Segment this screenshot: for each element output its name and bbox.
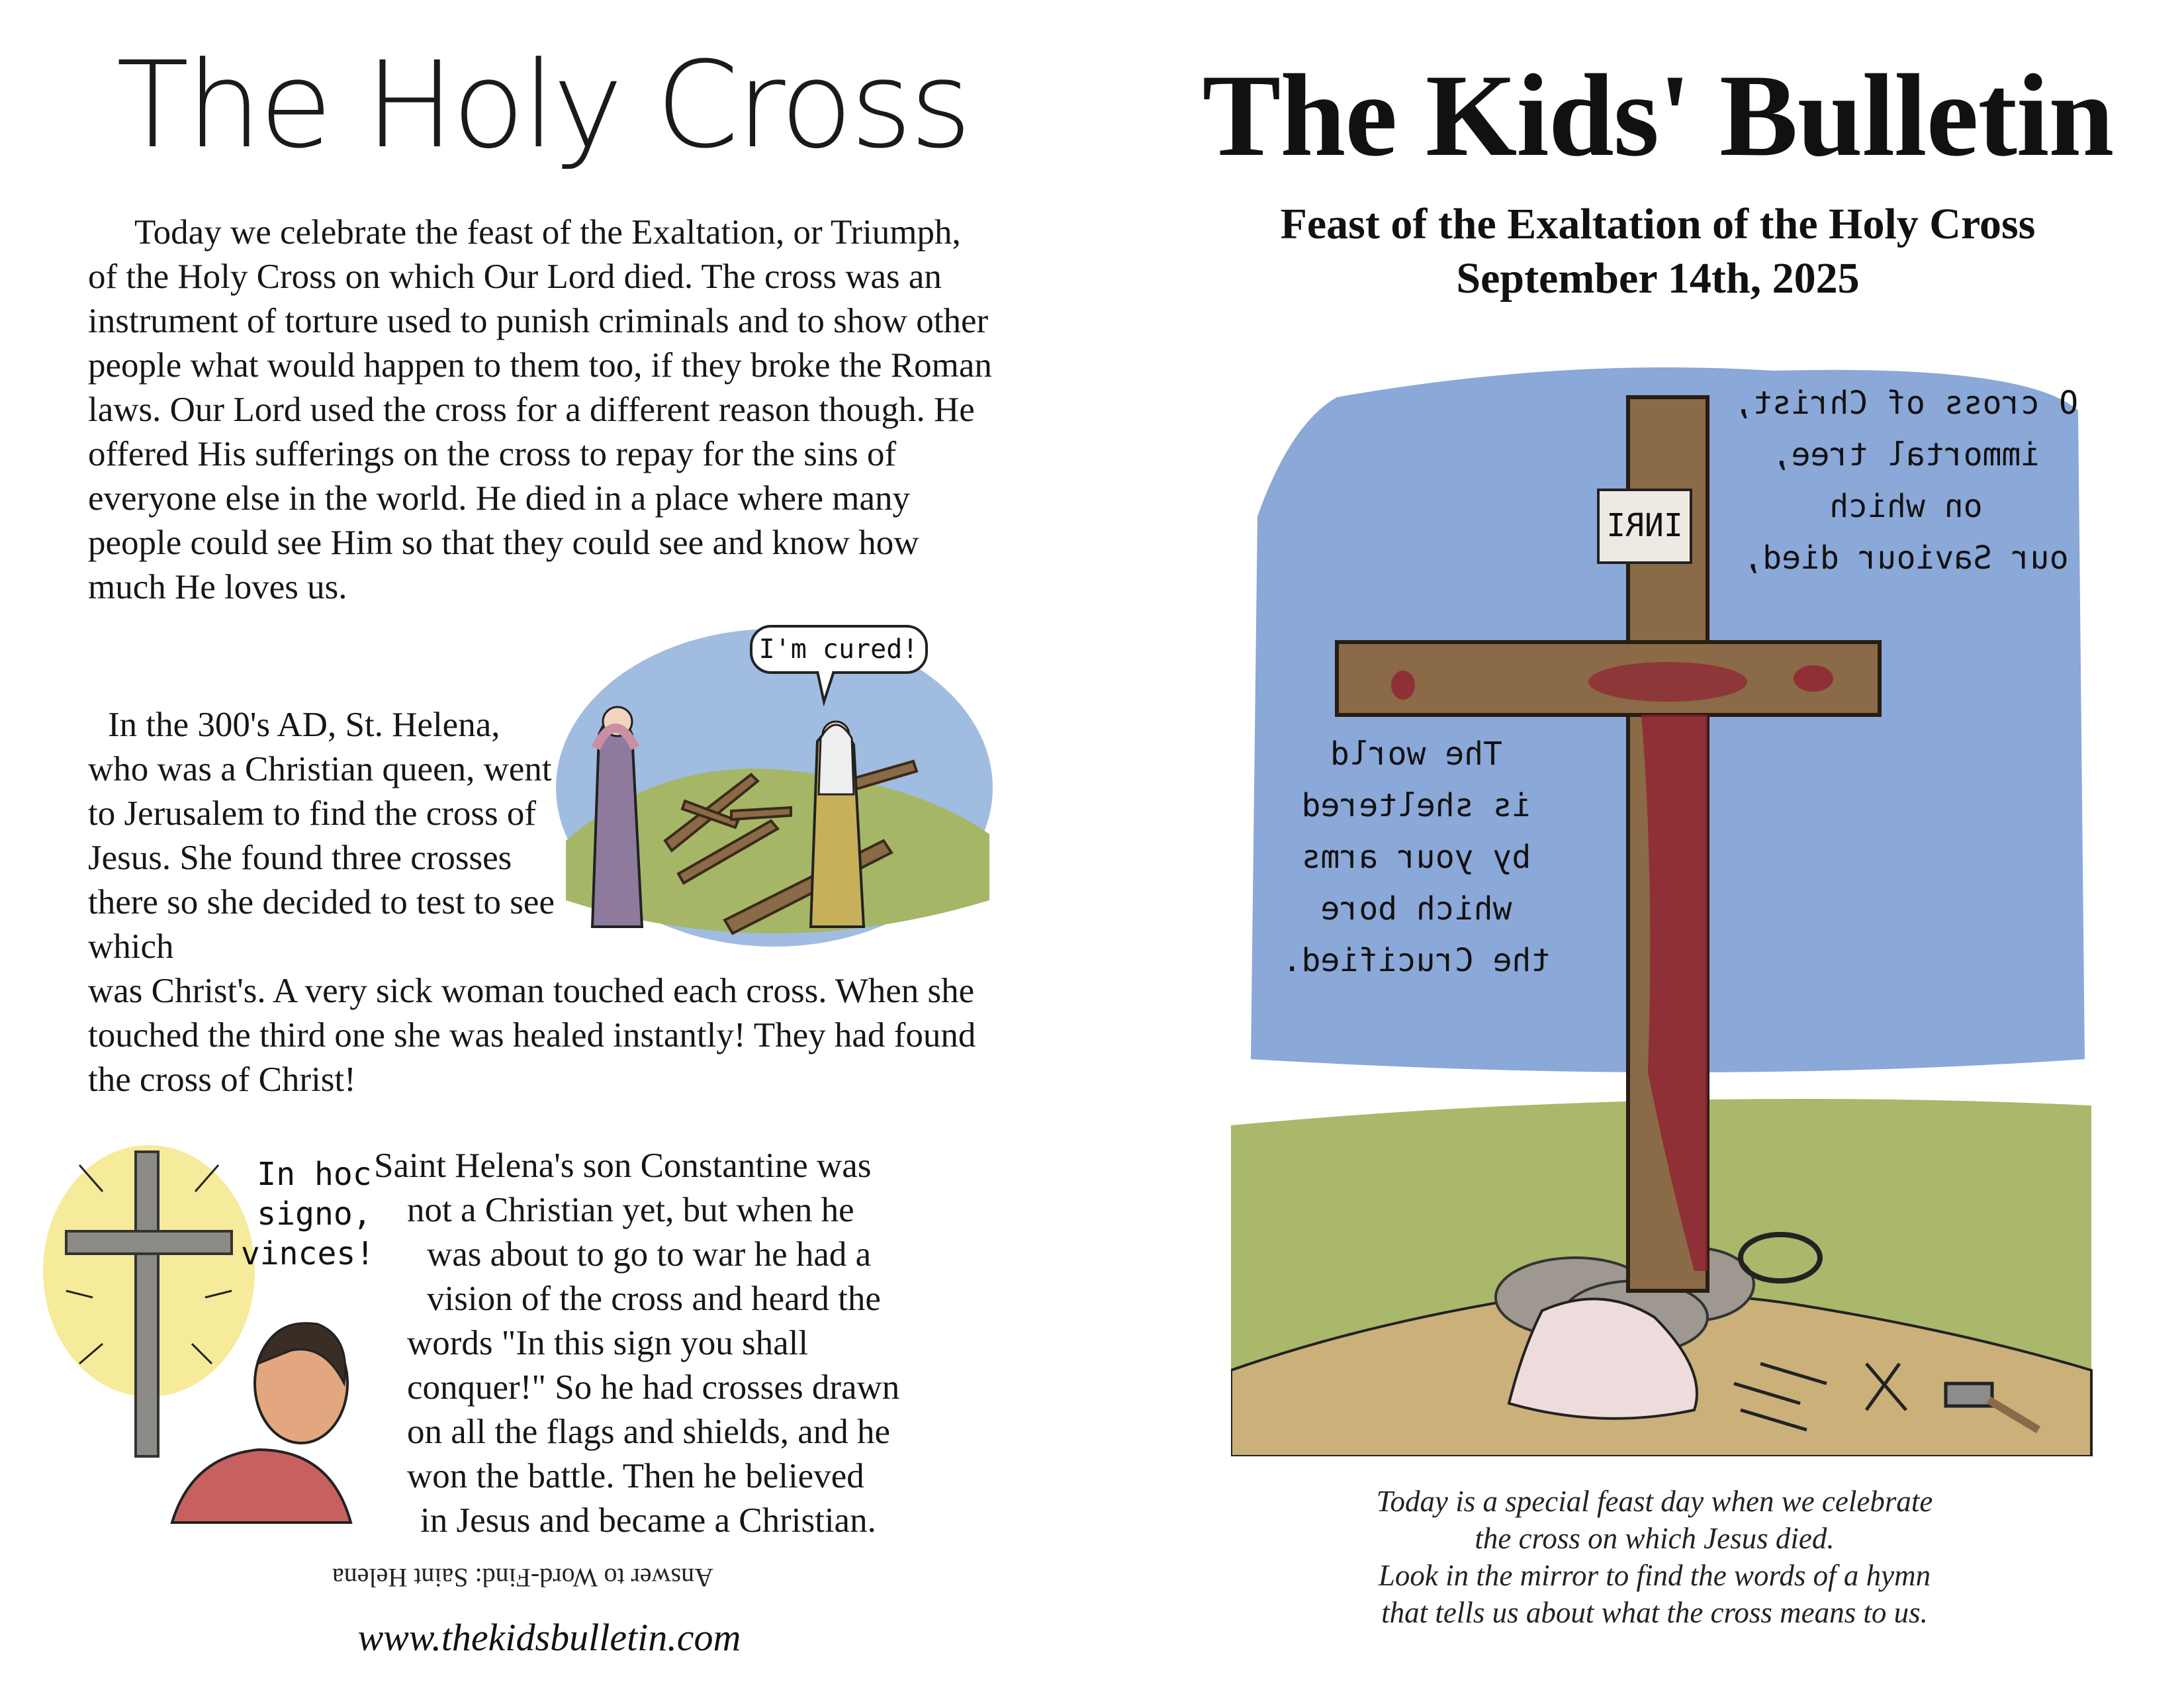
hymn-right-line-1: O cross of Christ,	[1733, 385, 2079, 422]
hymn-left-line-1: The world	[1330, 735, 1503, 773]
feast-name: Feast of the Exaltation of the Holy Cross	[1280, 200, 2036, 248]
paragraph-helena-narrow: In the 300's AD, St. Helena, who was a Christian queen, went to Jerusalem to find the cross of Jesus. She found three crosses there so she decided to test to see which	[88, 706, 555, 966]
hymn-right-line-3: on which	[1829, 488, 1983, 525]
constantine-illustration	[40, 1125, 397, 1536]
paragraph-constantine	[374, 1144, 1003, 1543]
constantine-line-5: words "In this sign you shall	[407, 1324, 809, 1362]
constantine-line-4: vision of the cross and heard the	[427, 1280, 881, 1318]
constantine-line-2: not a Christian yet, but when he	[407, 1191, 854, 1229]
hymn-left-line-5: the Crucified.	[1282, 942, 1551, 979]
hymn-left-line-3: by your arms	[1301, 839, 1531, 876]
constantine-line-6: conquer!" So he had crosses drawn	[407, 1368, 900, 1407]
paragraph-helena-wide: was Christ's. A very sick woman touched each cross. When she touched the third one she was healed instantly! They had found the cross of Christ!	[88, 972, 976, 1099]
caption	[1191, 1483, 2118, 1631]
hymn-right-block	[1721, 377, 2091, 584]
bulletin-title: The Kids' Bulletin	[1202, 50, 2114, 181]
constantine-speech	[241, 1156, 375, 1272]
caption-line-3: Look in the mirror to find the words of a hymn	[1378, 1559, 1931, 1592]
helena-figure	[592, 707, 642, 927]
word-find-answer: Answer to Word-Find: Saint Helena	[332, 1563, 713, 1593]
hymn-left-line-4: which bore	[1320, 890, 1512, 927]
helena-illustration	[553, 622, 999, 953]
caption-line-4: that tells us about what the cross means to us.	[1381, 1596, 1928, 1629]
feast-date: September 14th, 2025	[1456, 254, 1860, 303]
hymn-left-block	[1257, 728, 1575, 986]
helena-speech-text: I'm cured!	[758, 634, 919, 665]
caption-line-2: the cross on which Jesus died.	[1475, 1522, 1835, 1555]
constantine-speech-line-2: signo,	[257, 1196, 372, 1233]
hymn-right-line-2: immortal tree,	[1772, 436, 2040, 473]
caption-line-1: Today is a special feast day when we celebrate	[1376, 1485, 1933, 1518]
inri-sign	[1598, 490, 1691, 563]
constantine-speech-line-1: In hoc	[257, 1156, 372, 1193]
right-page	[1092, 0, 2184, 1688]
website-link[interactable]: www.thekidsbulletin.com	[357, 1616, 741, 1659]
constantine-line-8: won the battle. Then he believed	[407, 1457, 864, 1495]
constantine-line-7: on all the flags and shields, and he	[407, 1413, 891, 1451]
constantine-line-1: Saint Helena's son Constantine was	[374, 1147, 872, 1185]
feast-subtitle	[1132, 197, 2184, 306]
inri-text: INRI	[1606, 507, 1683, 544]
hymn-right-line-4: our Saviour died,	[1743, 539, 2069, 577]
constantine-speech-line-3: vinces!	[240, 1235, 375, 1272]
holy-cross-title: The Holy Cross	[116, 36, 970, 175]
constantine-line-3: was about to go to war he had a	[427, 1235, 872, 1274]
paragraph-exaltation	[88, 211, 995, 610]
hammer-head	[1946, 1383, 1992, 1406]
hymn-left-line-2: is sheltered	[1301, 787, 1531, 824]
paragraph-exaltation-text: Today we celebrate the feast of the Exaltation, or Triumph, of the Holy Cross on which Our Lord died. The cross was an instrument of torture used to punish criminals and to show other people what would happen to them too, if they broke the Roman laws. Our Lord used the cross for a different reason though. He offered His sufferings on the cross to repay for the sins of everyone else in the world. He died in a place where many people could see Him so that they could see and know how much He loves us.	[88, 213, 992, 606]
constantine-line-9: in Jesus and became a Christian.	[420, 1501, 876, 1540]
